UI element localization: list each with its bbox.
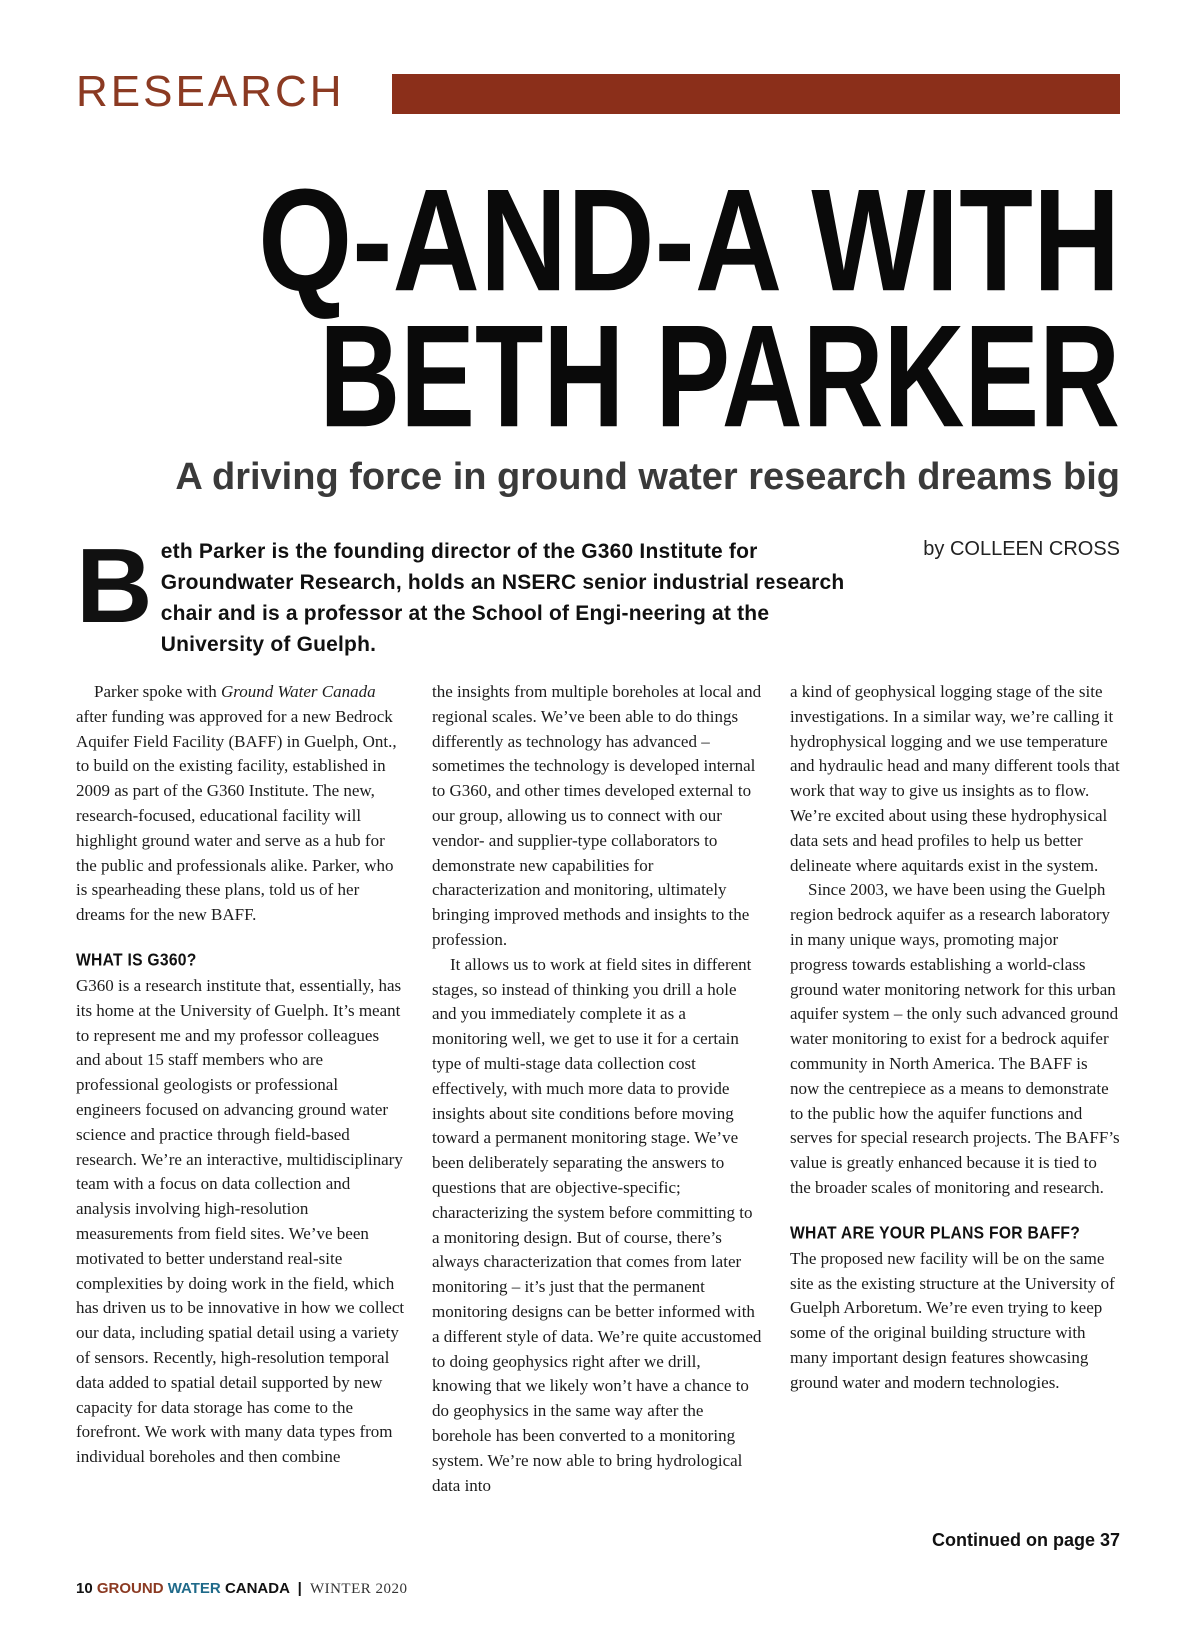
paragraph: a kind of geophysical logging stage of the site investigations. In a similar way, we’re calling it hydrophysical logging and we use temperature and hydraulic head and many different tools that work that way to give us insights as to flow. We’re excited about using these hydrophysical data sets and head profiles to help us better delineate where aquitards exist in the system. (790, 682, 1120, 875)
page-number: 10 (76, 1580, 93, 1597)
paragraph: Since 2003, we have been using the Guelph region bedrock aquifer as a research laboratory in many unique ways, promoting major progress towards establishing a world-class ground water monitoring network for this urban aquifer system – the only such advanced ground water monitoring to exist for a bedrock aquifer community in North America. The BAFF is now the centrepiece as a means to demonstrate to the public how the aquifer functions and serves for special research projects. The BAFF’s value is greatly enhanced because it is tied to the broader scales of monitoring and research. (790, 880, 1120, 1197)
footer-brand-water: WATER (167, 1580, 221, 1597)
footer-issue: WINTER 2020 (309, 1581, 408, 1597)
subhead-what-is-g360: WHAT IS G360? (76, 949, 197, 970)
paragraph: G360 is a research institute that, essentially, has its home at the University of Guelph. It’s meant to represent me and my professor colleagues and about 15 staff members who are professional geologists or professional engineers focused on advancing ground water science and practice through field-based research. We’re an interactive, multidisciplinary team with a focus on data collection and analysis involving high-resolution measurements from field sites. We’ve been motivated to better understand real-site complexities by doing work in the field, which has driven us to be innovative in how we collect our data, including spatial detail using a variety of sensors. Recently, high-resolution temporal data added to spatial detail supported by new capacity for data storage has come to the forefront. We work with many data types from individual boreholes and then combine (76, 975, 405, 1467)
paragraph: The proposed new facility will be on the same site as the existing structure at the University of Guelph Arboretum. We’re even trying to keep some of the original building structure with many important design features showcasing ground water and modern technologies. (790, 1248, 1115, 1392)
byline: by COLLEEN CROSS (923, 538, 1120, 560)
subhead-plans-for-baff: WHAT ARE YOUR PLANS FOR BAFF? (790, 1222, 1081, 1243)
paragraph-text: Parker spoke with (94, 682, 222, 701)
paragraph (76, 680, 406, 928)
footer-separator: | (297, 1580, 302, 1597)
drop-cap: B (76, 527, 153, 645)
article-column-1 (76, 680, 406, 1470)
deck-subtitle: A driving force in ground water research dreams big (175, 456, 1120, 498)
continued-link[interactable]: Continued on page 37 (931, 1530, 1120, 1550)
footer-brand-ground: GROUND (96, 1580, 164, 1597)
footer-brand-canada: CANADA (224, 1580, 290, 1597)
headline-line-1: Q-AND-A WITH (257, 158, 1120, 322)
paragraph: the insights from multiple boreholes at local and regional scales. We’ve been able to do things differently as technology has advanced – sometimes the technology is developed internal to G360, and other times developed external to our group, allowing us to connect with our vendor- and supplier-type collaborators to demonstrate new capabilities for characterization and monitoring, ultimately bringing improved methods and insights to the profession. (432, 682, 762, 949)
intro-text: eth Parker is the founding director of the G360 Institute for Groundwater Research, holds an NSERC senior industrial research chair and is a professor at the School of Engi-neering at the University of Guelph. (160, 540, 845, 656)
intro-paragraph (76, 527, 866, 660)
paragraph: It allows us to work at field sites in different stages, so instead of thinking you drill a hole and you immediately complete it as a monitoring well, we get to use it for a certain type of multi-stage data collection cost effectively, with much more data to provide insights about site conditions before moving toward a permanent monitoring stage. We’ve been deliberately separating the answers to questions that are objective-specific; characterizing the system before committing to a monitoring design. But of course, there’s always characterization that comes from later monitoring – it’s just that the permanent monitoring designs can be better informed with a different style of data. We’re quite accustomed to doing geophysics right after we drill, knowing that we likely won’t have a chance to do geophysics in the same way after the borehole has been converted to a monitoring system. We’re now able to bring hydrological data into (432, 954, 762, 1495)
article-column-2 (432, 680, 762, 1498)
section-label: RESEARCH (76, 67, 345, 116)
page-footer (76, 1580, 408, 1598)
publication-name: Ground Water Canada (221, 682, 376, 701)
paragraph-text: after funding was approved for a new Bedrock Aquifer Field Facility (BAFF) in Guelph, Ont., to build on the existing facility, established in 2009 as part of the G360 Institute. The new, research-focused, educational facility will highlight ground water and serve as a hub for the public and professionals alike. Parker, who is spearheading these plans, told us of her dreams for the new BAFF. (76, 706, 397, 925)
headline-line-2: BETH PARKER (319, 294, 1120, 458)
article-column-3 (790, 680, 1120, 1396)
section-rule (392, 74, 1120, 114)
